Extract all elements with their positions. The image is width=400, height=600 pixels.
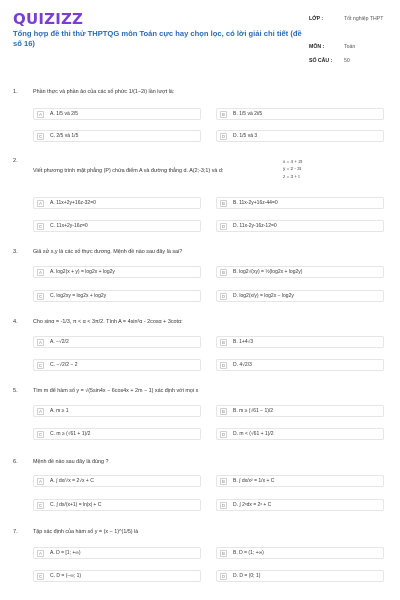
option-b[interactable] xyxy=(216,547,384,559)
option-text: C. 11x+2y-16z=0 xyxy=(50,223,88,229)
question-number: 4. xyxy=(13,319,18,325)
option-letter-b: B xyxy=(220,550,227,557)
meta-row-subject xyxy=(309,42,393,56)
option-a[interactable] xyxy=(33,266,201,278)
option-letter-b: B xyxy=(220,478,227,485)
option-letter-d: D xyxy=(221,134,226,139)
option-letter-b: B xyxy=(220,269,227,276)
option-d[interactable] xyxy=(216,499,384,511)
meta-row-question-count xyxy=(309,56,393,70)
option-c[interactable] xyxy=(33,290,201,302)
option-b[interactable] xyxy=(216,266,384,278)
meta-row-class xyxy=(309,14,393,42)
equation-z: z = 3 + t xyxy=(283,173,300,179)
option-b[interactable] xyxy=(216,108,384,120)
option-c[interactable] xyxy=(33,359,201,371)
option-text: C. 2/5 và 1/5 xyxy=(50,133,79,139)
option-text: B. m ≥ (√61 − 1)/2 xyxy=(233,408,274,414)
option-text: B. log2√(xy) = ½(log2x + log2y) xyxy=(233,269,303,275)
option-letter-c: C xyxy=(38,574,43,579)
question-text: Giả sử x,y là các số thực dương. Mệnh đề nào sau đây là sai? xyxy=(33,249,183,255)
option-letter-a: A xyxy=(37,269,44,276)
option-d[interactable] xyxy=(216,570,384,582)
question-text: Tập xác định của hàm số y = (x − 1)^(1/5) là xyxy=(33,529,139,535)
option-b[interactable] xyxy=(216,475,384,487)
option-text: B. 1+4√3 xyxy=(233,339,254,345)
option-d[interactable] xyxy=(216,130,384,142)
option-letter-b: B xyxy=(220,111,227,118)
question-text: Mệnh đề nào sau đây là đúng ? xyxy=(33,459,109,465)
line-equation-system xyxy=(283,158,302,180)
option-text: D. log2(x/y) = log2x − log2y xyxy=(233,293,294,299)
question-number: 5. xyxy=(13,388,18,394)
option-c[interactable] xyxy=(33,499,201,511)
question-number: 2. xyxy=(13,158,18,164)
option-letter-d: D xyxy=(221,432,226,437)
option-letter-c: C xyxy=(38,432,43,437)
question-number: 3. xyxy=(13,249,18,255)
worksheet-header xyxy=(0,0,400,72)
option-text: C. −√2/2 − 2 xyxy=(50,362,78,368)
option-text: A. 1/5 và 2/5 xyxy=(50,111,79,117)
meta-label: LỚP : xyxy=(309,16,324,22)
option-letter-c: C xyxy=(38,363,43,368)
question-number: 1. xyxy=(13,89,18,95)
option-text: A. D = [1; +∞) xyxy=(50,550,81,556)
option-a[interactable] xyxy=(33,336,201,348)
option-a[interactable] xyxy=(33,547,201,559)
option-text: A. m ≥ 1 xyxy=(50,408,69,414)
option-text: B. ∫ dx/x² = 1/x + C xyxy=(233,478,275,484)
worksheet-meta xyxy=(309,14,393,70)
option-text: A. 11x+2y+16z-32=0 xyxy=(50,200,96,206)
option-letter-d: D xyxy=(221,574,226,579)
option-letter-c: C xyxy=(38,224,43,229)
option-letter-b: B xyxy=(220,408,227,415)
option-letter-b: B xyxy=(220,200,227,207)
option-d[interactable] xyxy=(216,359,384,371)
option-text: D. 11x-2y-16z-12=0 xyxy=(233,223,277,229)
option-c[interactable] xyxy=(33,428,201,440)
equation-y: y = 2 - 3t xyxy=(283,166,302,172)
option-letter-a: A xyxy=(37,111,44,118)
option-text: C. D = (−∞; 1) xyxy=(50,573,82,579)
option-c[interactable] xyxy=(33,220,201,232)
option-letter-d: D xyxy=(221,363,226,368)
option-b[interactable] xyxy=(216,197,384,209)
option-c[interactable] xyxy=(33,570,201,582)
meta-value: Tốt nghiệp THPT xyxy=(344,16,384,22)
option-c[interactable] xyxy=(33,130,201,142)
option-text: B. 1/5 và 2i/5 xyxy=(233,111,263,117)
option-letter-a: A xyxy=(37,408,44,415)
option-d[interactable] xyxy=(216,220,384,232)
question-number: 6. xyxy=(13,459,18,465)
meta-label: SỐ CÂU : xyxy=(309,58,333,64)
option-b[interactable] xyxy=(216,336,384,348)
meta-value: 50 xyxy=(344,58,350,64)
meta-value: Toán xyxy=(344,44,356,50)
option-text: C. m ≥ (√61 + 1)/2 xyxy=(50,431,91,437)
option-a[interactable] xyxy=(33,108,201,120)
option-text: C. ∫ dx/(x+1) = ln|x| + C xyxy=(50,502,102,508)
option-text: D. 4√2/3 xyxy=(233,362,252,368)
option-letter-d: D xyxy=(221,224,226,229)
option-text: B. D = (1; +∞) xyxy=(233,550,264,556)
option-letter-a: A xyxy=(37,478,44,485)
question-text: Phần thực và phần ảo của các số phức 1/(1−2i) lần lượt là: xyxy=(33,89,175,95)
option-letter-a: A xyxy=(37,200,44,207)
option-text: D. 1/5 và 3 xyxy=(233,133,258,139)
option-text: A. log2(x + y) = log2x + log2y xyxy=(50,269,115,275)
option-a[interactable] xyxy=(33,475,201,487)
equation-x: x = 4 + 2t xyxy=(283,159,303,164)
option-letter-d: D xyxy=(221,503,226,508)
option-a[interactable] xyxy=(33,405,201,417)
option-letter-d: D xyxy=(221,294,226,299)
worksheet-title: Tổng hợp đề thi thử THPTQG môn Toán cực hay chọn lọc, có lời giải chi tiết (đề số 16) xyxy=(13,29,302,48)
option-letter-a: A xyxy=(37,339,44,346)
option-text: B. 11x-2y+16z-44=0 xyxy=(233,200,278,206)
question-number: 7. xyxy=(13,529,18,535)
option-letter-c: C xyxy=(38,294,43,299)
question-text: Tìm m để hàm số y = √(5sin4x − 6cos4x + 2m − 1) xác định với mọi x xyxy=(33,388,199,394)
option-letter-b: B xyxy=(220,339,227,346)
option-text: C. log2xy = log2x + log2y xyxy=(50,293,107,299)
option-text: D. m < (√61 + 1)/2 xyxy=(233,431,274,437)
option-letter-c: C xyxy=(38,503,43,508)
option-d[interactable] xyxy=(216,290,384,302)
option-d[interactable] xyxy=(216,428,384,440)
option-text: A. ∫ dx/√x = 2√x + C xyxy=(50,478,94,484)
option-text: D. D = (0; 1) xyxy=(233,573,261,579)
option-a[interactable] xyxy=(33,197,201,209)
option-text: A. −√2/2 xyxy=(50,339,69,345)
meta-label: MÔN : xyxy=(309,44,325,50)
question-text: Viết phương trình mặt phẳng (P) chứa điểm A và đường thẳng d. A(2;-3;1) và d: xyxy=(33,168,224,174)
quizizz-logo: QUIZIZZ xyxy=(13,10,84,28)
question-text: Cho sinα = -1/3, π < α < 3π/2. Tính A = 4sin²α - 2cosα + 3cotα: xyxy=(33,319,183,325)
option-text: D. ∫ 2ˣdx = 2ˣ + C xyxy=(233,502,272,508)
option-b[interactable] xyxy=(216,405,384,417)
option-letter-c: C xyxy=(38,134,43,139)
option-letter-a: A xyxy=(37,550,44,557)
